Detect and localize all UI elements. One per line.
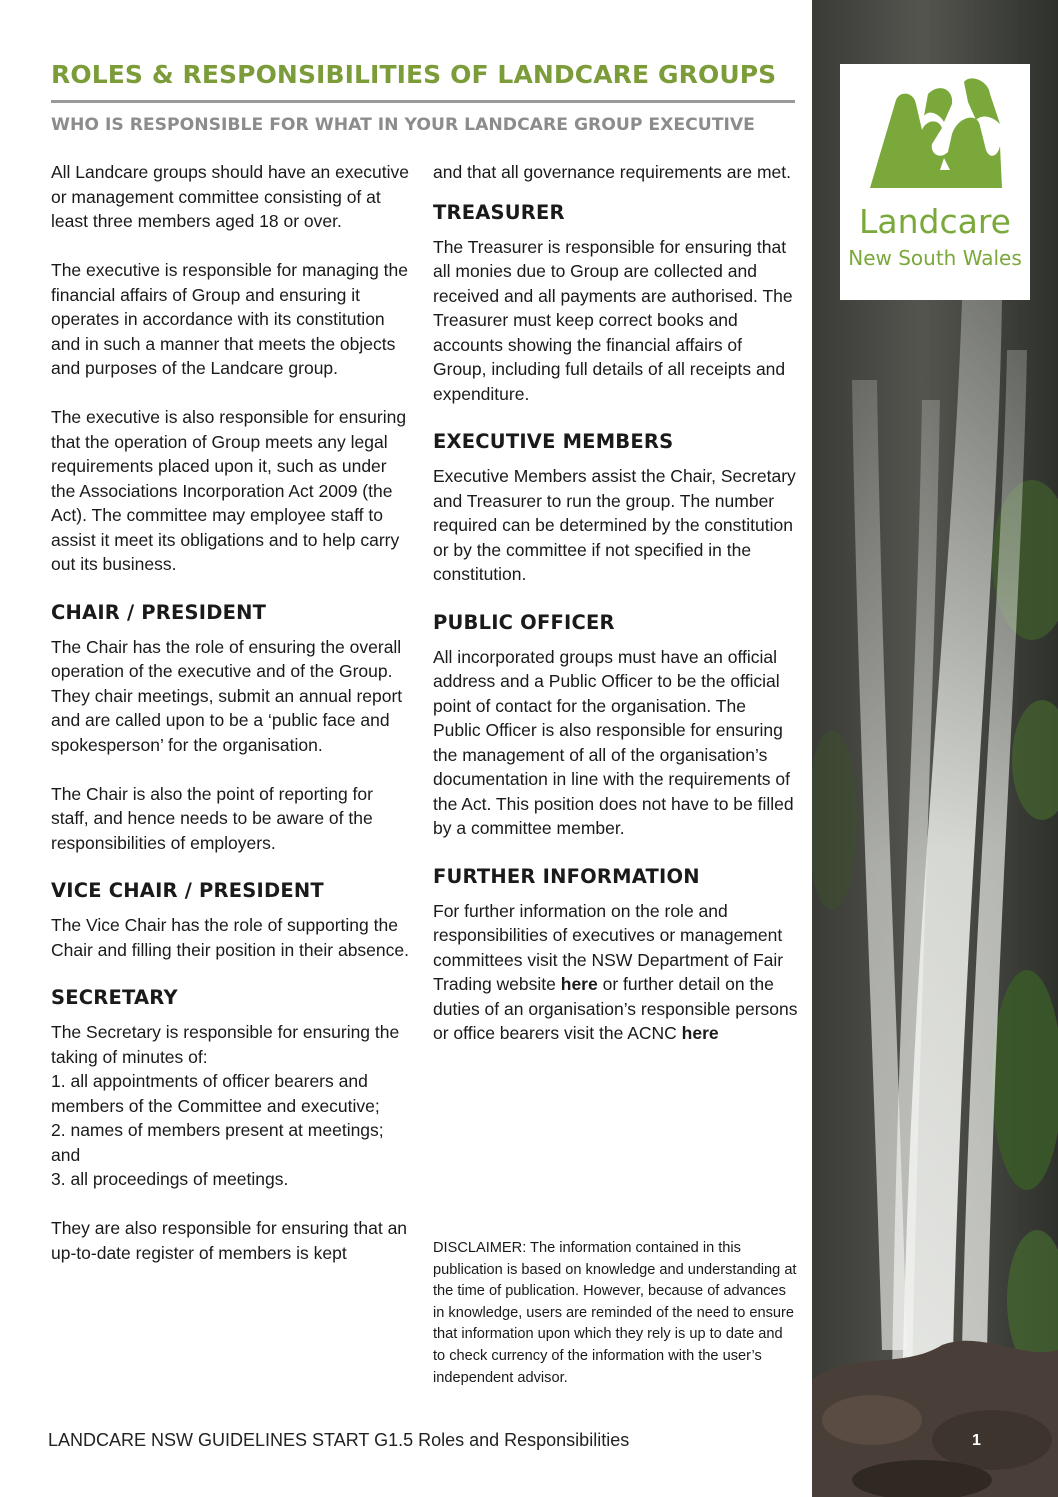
executive-members-paragraph: Executive Members assist the Chair, Secretary and Treasurer to run the group. The number required can be determined by the constitution or by the committee if not specified in the constitution. [433,466,796,584]
executive-members-heading: EXECUTIVE MEMBERS [433,430,674,453]
logo-subtitle: New South Wales [848,246,1022,270]
chair-paragraph: The Chair has the role of ensuring the overall operation of the executive and of the Group. They chair meetings, submit an annual report and are called upon to be a ‘public face and spokesperson’ for the organisation. [51,636,403,755]
logo-wordmark: Landcare [859,202,1011,241]
further-information-heading: FURTHER INFORMATION [433,864,700,888]
page-number: 1 [972,1432,981,1449]
secretary-list-item: 1. all appointments of officer bearers and members of the Committee and executive; [51,1071,380,1116]
page-title: ROLES & RESPONSIBILITIES OF LANDCARE GROUPS [51,60,777,89]
secretary-intro: The Secretary is responsible for ensuring the taking of minutes of: [51,1022,400,1067]
public-officer-paragraph: All incorporated groups must have an official address and a Public Officer to be the official point of contact for the organisation. The Public Officer is also responsible for ensuring the management of all of the organisation’s documentation in line with the requirements of the Act. This position does not have to be filled by a committee member. [433,646,794,838]
intro-paragraph: All Landcare groups should have an executive or management committee consisting of at least three members aged 18 or over. [51,162,410,231]
left-column [51,160,413,1290]
footer-text: LANDCARE NSW GUIDELINES START G1.5 Roles and Responsibilities [48,1430,630,1450]
further-text: or further detail on the duties of an organisation’s responsible persons or office bearers visit the ACNC [433,974,798,1043]
hands-australia-icon [840,64,1030,194]
page-subtitle: WHO IS RESPONSIBLE FOR WHAT IN YOUR LANDCARE GROUP EXECUTIVE [51,115,755,135]
secretary-paragraph: They are also responsible for ensuring that an up-to-date register of members is kept [51,1218,408,1263]
further-information-paragraph [433,899,798,1046]
disclaimer: DISCLAIMER: The information contained in this publication is based on knowledge and understanding at the time of publication. However, because of advances in knowledge, users are reminded of the need to ensure that information upon which they rely is up to date and to check currency of the information with the user’s independent advisor. [433,1240,797,1386]
treasurer-paragraph: The Treasurer is responsible for ensuring that all monies due to Group are collected and received and all payments are authorised. The Treasurer must keep correct books and accounts showing the financial affairs of Group, including full details of all receipts and expenditure. [433,236,793,404]
further-text: For further information on the role and responsibilities of executives or management committees visit the NSW Department of Fair Trading website [433,900,784,994]
chair-paragraph: The Chair is also the point of reporting for staff, and hence needs to be aware of the responsibilities of employers. [51,783,373,853]
right-column [433,160,798,1070]
treasurer-heading: TREASURER [433,200,565,224]
continued-paragraph: and that all governance requirements are met. [433,162,791,182]
acnc-link[interactable]: here [681,1023,719,1043]
secretary-list-item: 3. all proceedings of meetings. [51,1169,289,1189]
fair-trading-link[interactable]: here [560,974,598,994]
secretary-list-item: 2. names of members present at meetings; and [51,1120,384,1165]
intro-paragraph: The executive is also responsible for ensuring that the operation of Group meets any legal requirements placed upon it, such as under the Associations Incorporation Act 2009 (the Act). The committee may employee staff to assist it meet its obligations and to help carry out its business. [51,407,407,574]
public-officer-heading: PUBLIC OFFICER [433,610,615,634]
secretary-heading: SECRETARY [51,986,178,1009]
title-divider [51,100,795,103]
landcare-logo [840,64,1030,300]
vice-chair-heading: VICE CHAIR / PRESIDENT [51,879,324,902]
chair-heading: CHAIR / PRESIDENT [51,600,267,624]
intro-paragraph: The executive is responsible for managing the financial affairs of Group and ensuring it operates in accordance with its constitution and in such a manner that meets the objects and purposes of the Landcare group. [51,260,409,378]
vice-chair-paragraph: The Vice Chair has the role of supporting the Chair and filling their position in their absence. [51,915,409,960]
